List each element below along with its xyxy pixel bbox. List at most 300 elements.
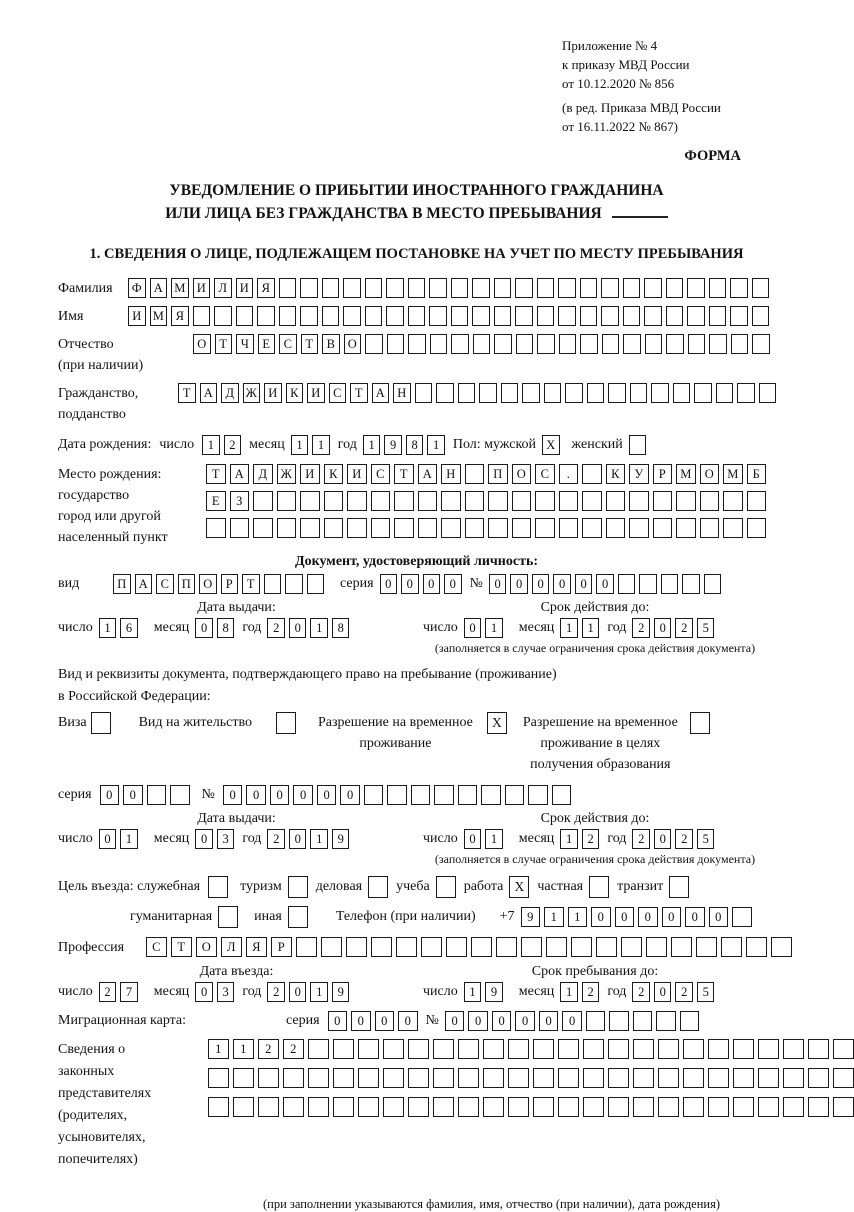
char-cell[interactable] [515,306,533,326]
char-cell[interactable] [629,491,649,511]
char-cell[interactable]: Ж [243,383,261,403]
char-cell[interactable]: 5 [697,982,715,1002]
char-cell[interactable]: 0 [662,907,682,927]
char-cell[interactable] [358,1097,379,1117]
char-cell[interactable]: П [488,464,508,484]
char-cell[interactable]: 0 [289,829,307,849]
char-cell[interactable]: 2 [224,435,242,455]
char-cell[interactable]: 0 [654,829,672,849]
residence-permit-checkbox[interactable] [276,712,296,734]
char-cell[interactable]: 0 [591,907,611,927]
char-cell[interactable] [387,785,407,805]
char-cell[interactable] [408,1039,429,1059]
char-cell[interactable] [608,1068,629,1088]
char-cell[interactable]: О [700,464,720,484]
char-cell[interactable]: В [322,334,340,354]
char-cell[interactable] [411,785,431,805]
char-cell[interactable] [433,1039,454,1059]
char-cell[interactable] [308,1097,329,1117]
char-cell[interactable]: У [629,464,649,484]
char-cell[interactable] [394,491,414,511]
char-cell[interactable]: 6 [120,618,138,638]
char-cell[interactable]: 0 [532,574,550,594]
char-cell[interactable]: 0 [351,1011,371,1031]
char-cell[interactable]: А [135,574,153,594]
char-cell[interactable]: Т [178,383,196,403]
char-cell[interactable]: 2 [283,1039,304,1059]
char-cell[interactable] [833,1068,854,1088]
char-cell[interactable]: 1 [485,618,503,638]
char-cell[interactable] [528,785,548,805]
char-cell[interactable] [682,574,700,594]
char-cell[interactable] [688,334,706,354]
char-cell[interactable]: С [156,574,174,594]
char-cell[interactable] [596,937,617,957]
char-cell[interactable] [537,278,555,298]
char-cell[interactable]: 0 [289,982,307,1002]
char-cell[interactable] [365,334,383,354]
char-cell[interactable] [421,937,442,957]
char-cell[interactable]: И [236,278,254,298]
purpose-private-checkbox[interactable] [589,876,609,898]
char-cell[interactable] [752,278,770,298]
char-cell[interactable]: 0 [709,907,729,927]
char-cell[interactable] [580,334,598,354]
char-cell[interactable] [277,491,297,511]
char-cell[interactable] [494,278,512,298]
char-cell[interactable] [343,278,361,298]
char-cell[interactable] [441,518,461,538]
char-cell[interactable] [483,1068,504,1088]
char-cell[interactable] [472,278,490,298]
char-cell[interactable] [544,383,562,403]
char-cell[interactable] [583,1068,604,1088]
char-cell[interactable] [582,518,602,538]
char-cell[interactable]: 0 [401,574,419,594]
char-cell[interactable]: 3 [217,982,235,1002]
char-cell[interactable] [343,306,361,326]
char-cell[interactable] [708,1068,729,1088]
char-cell[interactable] [371,518,391,538]
char-cell[interactable]: 2 [267,618,285,638]
char-cell[interactable] [396,937,417,957]
char-cell[interactable]: X [542,435,560,455]
purpose-commercial-checkbox[interactable] [368,876,388,898]
char-cell[interactable]: 1 [310,982,328,1002]
char-cell[interactable]: 0 [685,907,705,927]
char-cell[interactable] [472,306,490,326]
char-cell[interactable] [358,1068,379,1088]
char-cell[interactable] [687,306,705,326]
char-cell[interactable]: 0 [293,785,313,805]
char-cell[interactable] [580,306,598,326]
char-cell[interactable]: 0 [195,982,213,1002]
char-cell[interactable]: Т [171,937,192,957]
char-cell[interactable] [308,1039,329,1059]
char-cell[interactable]: И [128,306,146,326]
char-cell[interactable] [233,1068,254,1088]
char-cell[interactable] [583,1097,604,1117]
char-cell[interactable]: 1 [464,982,482,1002]
char-cell[interactable] [783,1068,804,1088]
char-cell[interactable] [700,518,720,538]
char-cell[interactable] [465,464,485,484]
char-cell[interactable]: П [178,574,196,594]
char-cell[interactable] [465,518,485,538]
char-cell[interactable]: 1 [363,435,381,455]
char-cell[interactable] [629,435,647,455]
char-cell[interactable] [559,518,579,538]
char-cell[interactable]: 0 [246,785,266,805]
char-cell[interactable] [747,518,767,538]
char-cell[interactable]: Л [214,278,232,298]
char-cell[interactable]: Л [221,937,242,957]
char-cell[interactable] [658,1039,679,1059]
char-cell[interactable]: Б [747,464,767,484]
char-cell[interactable] [515,278,533,298]
char-cell[interactable] [408,1097,429,1117]
char-cell[interactable]: 0 [468,1011,488,1031]
char-cell[interactable] [644,306,662,326]
char-cell[interactable] [365,278,383,298]
char-cell[interactable]: 2 [99,982,117,1002]
char-cell[interactable] [673,383,691,403]
char-cell[interactable] [582,464,602,484]
char-cell[interactable] [646,937,667,957]
char-cell[interactable] [333,1068,354,1088]
char-cell[interactable] [512,518,532,538]
char-cell[interactable]: 2 [632,829,650,849]
char-cell[interactable] [580,278,598,298]
char-cell[interactable] [383,1097,404,1117]
char-cell[interactable] [733,1097,754,1117]
char-cell[interactable]: А [418,464,438,484]
char-cell[interactable] [644,278,662,298]
char-cell[interactable] [731,334,749,354]
char-cell[interactable]: 9 [332,829,350,849]
char-cell[interactable] [496,937,517,957]
char-cell[interactable] [481,785,501,805]
char-cell[interactable] [709,334,727,354]
char-cell[interactable] [479,383,497,403]
char-cell[interactable] [533,1039,554,1059]
char-cell[interactable]: М [676,464,696,484]
char-cell[interactable]: 1 [568,907,588,927]
char-cell[interactable] [666,334,684,354]
char-cell[interactable] [571,937,592,957]
char-cell[interactable]: 0 [340,785,360,805]
char-cell[interactable] [723,518,743,538]
char-cell[interactable]: М [723,464,743,484]
char-cell[interactable] [408,278,426,298]
char-cell[interactable] [347,518,367,538]
char-cell[interactable]: И [347,464,367,484]
char-cell[interactable]: 9 [384,435,402,455]
char-cell[interactable] [683,1039,704,1059]
char-cell[interactable] [708,1039,729,1059]
char-cell[interactable] [322,306,340,326]
char-cell[interactable] [214,306,232,326]
char-cell[interactable] [383,1039,404,1059]
char-cell[interactable] [433,1068,454,1088]
char-cell[interactable]: 1 [560,618,578,638]
char-cell[interactable] [483,1097,504,1117]
char-cell[interactable] [808,1097,829,1117]
purpose-other-checkbox[interactable] [288,906,308,928]
char-cell[interactable] [494,306,512,326]
char-cell[interactable]: 2 [632,982,650,1002]
char-cell[interactable]: 0 [423,574,441,594]
char-cell[interactable]: 0 [99,829,117,849]
char-cell[interactable] [623,278,641,298]
char-cell[interactable]: 0 [489,574,507,594]
char-cell[interactable]: 1 [560,982,578,1002]
char-cell[interactable]: 5 [697,829,715,849]
char-cell[interactable] [488,518,508,538]
char-cell[interactable]: 0 [492,1011,512,1031]
char-cell[interactable] [758,1097,779,1117]
char-cell[interactable]: 2 [675,618,693,638]
char-cell[interactable] [458,1039,479,1059]
char-cell[interactable] [300,306,318,326]
char-cell[interactable] [709,278,727,298]
char-cell[interactable]: 0 [562,1011,582,1031]
char-cell[interactable] [508,1068,529,1088]
char-cell[interactable]: 2 [267,982,285,1002]
char-cell[interactable] [730,278,748,298]
char-cell[interactable] [783,1039,804,1059]
char-cell[interactable] [783,1097,804,1117]
char-cell[interactable]: 1 [312,435,330,455]
char-cell[interactable]: З [230,491,250,511]
char-cell[interactable] [236,306,254,326]
char-cell[interactable]: 8 [332,618,350,638]
char-cell[interactable] [433,1097,454,1117]
char-cell[interactable]: Ч [236,334,254,354]
purpose-work-checkbox[interactable]: X [509,876,529,898]
char-cell[interactable]: Ф [128,278,146,298]
char-cell[interactable]: 1 [202,435,220,455]
char-cell[interactable]: 0 [464,829,482,849]
char-cell[interactable] [552,785,572,805]
char-cell[interactable] [833,1097,854,1117]
char-cell[interactable]: С [279,334,297,354]
char-cell[interactable] [386,306,404,326]
char-cell[interactable] [451,278,469,298]
char-cell[interactable]: Т [215,334,233,354]
char-cell[interactable]: П [113,574,131,594]
char-cell[interactable]: 0 [445,1011,465,1031]
char-cell[interactable]: С [371,464,391,484]
char-cell[interactable] [415,383,433,403]
char-cell[interactable] [408,334,426,354]
char-cell[interactable] [833,1039,854,1059]
char-cell[interactable]: 1 [99,618,117,638]
char-cell[interactable] [516,334,534,354]
char-cell[interactable]: И [300,464,320,484]
char-cell[interactable]: 2 [675,829,693,849]
char-cell[interactable]: С [535,464,555,484]
char-cell[interactable] [653,491,673,511]
char-cell[interactable] [494,334,512,354]
char-cell[interactable] [488,491,508,511]
char-cell[interactable] [683,1097,704,1117]
char-cell[interactable] [512,491,532,511]
char-cell[interactable]: 2 [632,618,650,638]
char-cell[interactable]: 2 [267,829,285,849]
edu-residence-checkbox[interactable] [690,712,710,734]
char-cell[interactable] [716,383,734,403]
char-cell[interactable]: 0 [553,574,571,594]
char-cell[interactable] [429,278,447,298]
char-cell[interactable] [279,278,297,298]
char-cell[interactable]: О [199,574,217,594]
char-cell[interactable] [258,1068,279,1088]
char-cell[interactable]: А [200,383,218,403]
char-cell[interactable] [601,306,619,326]
char-cell[interactable] [285,574,303,594]
char-cell[interactable] [253,518,273,538]
char-cell[interactable]: 0 [654,982,672,1002]
char-cell[interactable]: Р [221,574,239,594]
char-cell[interactable]: С [146,937,167,957]
char-cell[interactable] [671,937,692,957]
char-cell[interactable] [621,937,642,957]
char-cell[interactable]: 0 [638,907,658,927]
char-cell[interactable] [501,383,519,403]
char-cell[interactable] [333,1097,354,1117]
char-cell[interactable] [458,383,476,403]
char-cell[interactable] [680,1011,700,1031]
char-cell[interactable] [521,937,542,957]
purpose-humanitarian-checkbox[interactable] [218,906,238,928]
char-cell[interactable]: Е [258,334,276,354]
char-cell[interactable] [535,518,555,538]
char-cell[interactable] [639,574,657,594]
char-cell[interactable]: И [264,383,282,403]
char-cell[interactable] [586,1011,606,1031]
char-cell[interactable]: 1 [582,618,600,638]
char-cell[interactable] [233,1097,254,1117]
char-cell[interactable] [709,306,727,326]
char-cell[interactable] [759,383,777,403]
char-cell[interactable] [630,383,648,403]
char-cell[interactable] [559,491,579,511]
char-cell[interactable] [505,785,525,805]
char-cell[interactable] [307,574,325,594]
char-cell[interactable] [558,306,576,326]
char-cell[interactable] [533,1097,554,1117]
char-cell[interactable]: 0 [510,574,528,594]
char-cell[interactable] [193,306,211,326]
char-cell[interactable] [558,1097,579,1117]
char-cell[interactable] [277,518,297,538]
char-cell[interactable]: Е [206,491,226,511]
char-cell[interactable]: Д [253,464,273,484]
char-cell[interactable] [666,278,684,298]
char-cell[interactable]: 7 [120,982,138,1002]
char-cell[interactable] [623,334,641,354]
char-cell[interactable]: 8 [406,435,424,455]
char-cell[interactable]: 1 [233,1039,254,1059]
char-cell[interactable]: Р [271,937,292,957]
char-cell[interactable] [601,278,619,298]
char-cell[interactable] [208,1097,229,1117]
char-cell[interactable]: О [512,464,532,484]
char-cell[interactable]: О [193,334,211,354]
char-cell[interactable] [322,278,340,298]
char-cell[interactable] [732,907,752,927]
char-cell[interactable] [230,518,250,538]
char-cell[interactable]: 0 [654,618,672,638]
char-cell[interactable] [618,574,636,594]
char-cell[interactable]: 1 [310,618,328,638]
char-cell[interactable]: 1 [485,829,503,849]
char-cell[interactable] [441,491,461,511]
char-cell[interactable]: Н [441,464,461,484]
char-cell[interactable]: М [150,306,168,326]
char-cell[interactable]: 2 [675,982,693,1002]
char-cell[interactable] [371,937,392,957]
char-cell[interactable] [633,1068,654,1088]
char-cell[interactable] [522,383,540,403]
char-cell[interactable] [609,1011,629,1031]
char-cell[interactable] [583,1039,604,1059]
char-cell[interactable]: 0 [539,1011,559,1031]
char-cell[interactable]: 9 [485,982,503,1002]
char-cell[interactable] [264,574,282,594]
char-cell[interactable]: А [150,278,168,298]
char-cell[interactable] [687,278,705,298]
char-cell[interactable] [206,518,226,538]
char-cell[interactable]: О [344,334,362,354]
char-cell[interactable] [458,785,478,805]
char-cell[interactable]: 0 [596,574,614,594]
char-cell[interactable]: 0 [289,618,307,638]
char-cell[interactable] [676,518,696,538]
char-cell[interactable]: 0 [223,785,243,805]
char-cell[interactable]: Я [171,306,189,326]
char-cell[interactable] [747,491,767,511]
char-cell[interactable]: 0 [317,785,337,805]
char-cell[interactable] [300,278,318,298]
char-cell[interactable]: 9 [332,982,350,1002]
char-cell[interactable]: 5 [697,618,715,638]
char-cell[interactable] [704,574,722,594]
char-cell[interactable] [473,334,491,354]
char-cell[interactable]: 0 [380,574,398,594]
char-cell[interactable] [608,1039,629,1059]
char-cell[interactable]: Я [257,278,275,298]
char-cell[interactable] [558,278,576,298]
char-cell[interactable] [666,306,684,326]
char-cell[interactable] [258,1097,279,1117]
char-cell[interactable]: И [307,383,325,403]
char-cell[interactable] [758,1068,779,1088]
char-cell[interactable] [208,1068,229,1088]
char-cell[interactable] [387,334,405,354]
char-cell[interactable] [645,334,663,354]
char-cell[interactable] [283,1068,304,1088]
char-cell[interactable] [558,1039,579,1059]
char-cell[interactable] [683,1068,704,1088]
purpose-transit-checkbox[interactable] [669,876,689,898]
char-cell[interactable] [633,1097,654,1117]
char-cell[interactable] [656,1011,676,1031]
char-cell[interactable]: Т [350,383,368,403]
char-cell[interactable] [608,383,626,403]
char-cell[interactable] [257,306,275,326]
